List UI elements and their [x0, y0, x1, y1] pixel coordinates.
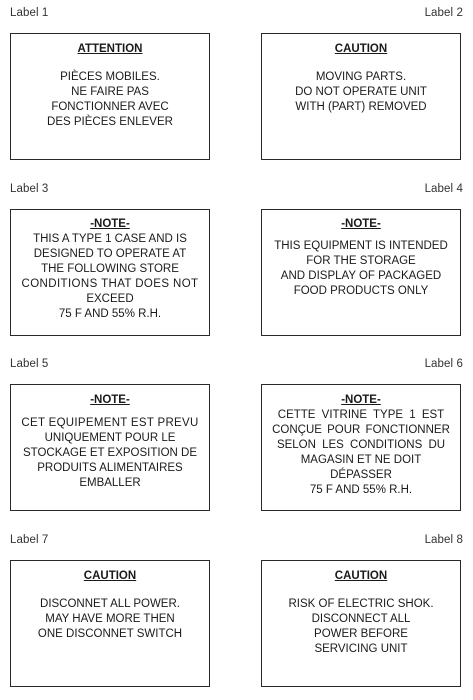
label-1-line: DES PIÈCES ENLEVER [47, 116, 173, 128]
label-5-line: STOCKAGE ET EXPOSITION DE [22, 447, 198, 459]
label-5-box [10, 384, 210, 511]
label-3-heading: -NOTE- [90, 218, 130, 230]
label-8-line: SERVICING UNIT [314, 643, 408, 655]
label-2-box [261, 33, 461, 160]
label-3-line: THIS A TYPE 1 CASE AND IS [33, 233, 187, 245]
label-6-line: SELON LES CONDITIONS DU [276, 439, 446, 451]
label-5-line: PRODUITS ALIMENTAIRES [37, 462, 183, 474]
label-3-body [11, 232, 209, 322]
label-4-heading: -NOTE- [341, 218, 381, 230]
label-8-line: RISK OF ELECTRIC SHOK. [288, 598, 434, 610]
label-1-caption: Label 1 [10, 7, 49, 19]
label-2-caption: Label 2 [424, 7, 463, 19]
label-1-line: FONCTIONNER AVEC [51, 101, 169, 113]
label-8-line: DISCONNECT ALL [311, 613, 411, 625]
label-7-heading: CAUTION [83, 570, 137, 582]
label-1-line: NE FAIRE PAS [71, 86, 149, 98]
label-4-body [262, 239, 460, 299]
label-5-line: EMBALLER [79, 477, 141, 489]
label-6-caption: Label 6 [424, 358, 463, 370]
label-8-caption: Label 8 [424, 534, 463, 546]
label-7-caption: Label 7 [10, 534, 49, 546]
label-7-line: ONE DISCONNET SWITCH [37, 628, 183, 640]
label-6-line: CONÇUE POUR FONCTIONNER [272, 424, 450, 436]
label-6-line: CETTE VITRINE TYPE 1 EST [277, 409, 445, 421]
label-1-heading: ATTENTION [77, 43, 143, 55]
label-3-line: CONDITIONS THAT DOES NOT [21, 278, 199, 290]
label-5-line: UNIQUEMENT POUR LE [44, 432, 176, 444]
label-2-line: WITH (PART) REMOVED [295, 101, 427, 113]
label-3-caption: Label 3 [10, 183, 49, 195]
label-2-line: MOVING PARTS. [315, 71, 407, 83]
label-8-line: POWER BEFORE [314, 628, 408, 640]
label-8-heading: CAUTION [334, 570, 388, 582]
label-6-body [262, 408, 460, 498]
label-4-line: FOOD PRODUCTS ONLY [293, 285, 429, 297]
label-5-caption: Label 5 [10, 358, 49, 370]
label-5-heading: -NOTE- [90, 394, 130, 406]
label-6-heading: -NOTE- [341, 394, 381, 406]
label-3-line: THE FOLLOWING STORE [41, 263, 179, 275]
label-8-body [262, 597, 460, 657]
label-1-line: PIÈCES MOBILES. [60, 71, 160, 83]
label-2-body [262, 70, 460, 115]
label-6-box [261, 384, 461, 511]
label-1-box [10, 33, 210, 160]
label-1-body [11, 70, 209, 130]
label-7-body [11, 597, 209, 642]
label-4-box [261, 209, 461, 336]
label-7-box [10, 560, 210, 687]
label-6-line: DÉPASSER [330, 469, 392, 481]
label-5-body [11, 416, 209, 491]
label-4-line: AND DISPLAY OF PACKAGED [280, 270, 442, 282]
label-2-heading: CAUTION [334, 43, 388, 55]
label-2-line: DO NOT OPERATE UNIT [295, 86, 427, 98]
label-3-line: 75 F AND 55% R.H. [58, 308, 162, 320]
label-4-line: FOR THE STORAGE [306, 255, 416, 267]
label-6-line: 75 F AND 55% R.H. [309, 484, 413, 496]
label-7-line: MAY HAVE MORE THEN [45, 613, 175, 625]
label-4-line: THIS EQUIPMENT IS INTENDED [274, 240, 448, 252]
label-6-line: MAGASIN ET NE DOIT [300, 454, 422, 466]
label-3-line: EXCEED [86, 293, 134, 305]
label-7-line: DISCONNET ALL POWER. [40, 598, 180, 610]
label-3-line: DESIGNED TO OPERATE AT [33, 248, 187, 260]
label-3-box [10, 209, 210, 336]
label-8-box [261, 560, 461, 687]
label-5-line: CET EQUIPEMENT EST PREVU [21, 417, 199, 429]
label-4-caption: Label 4 [424, 183, 463, 195]
